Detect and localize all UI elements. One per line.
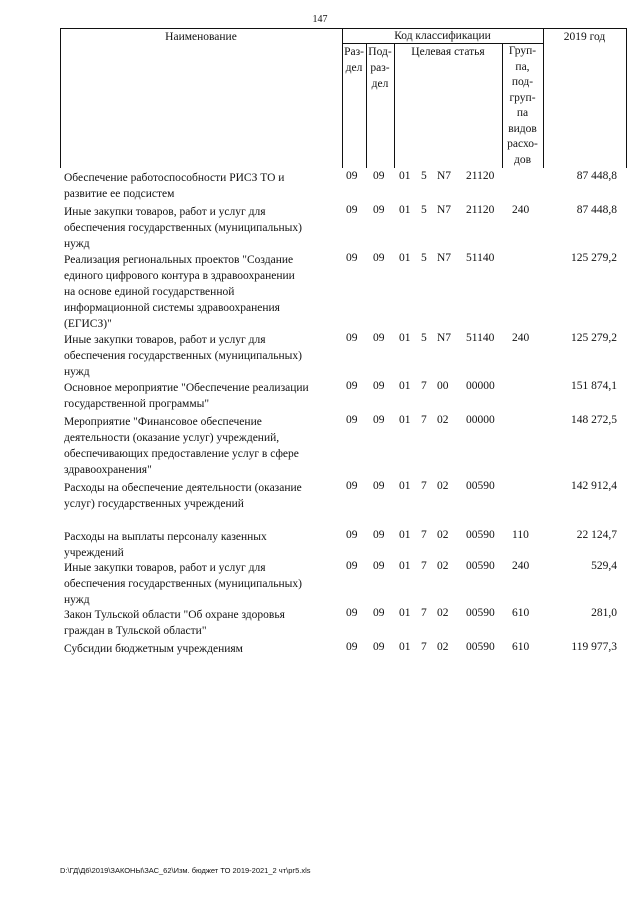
row-group: 610 (512, 641, 530, 653)
row-name: Иные закупки товаров, работ и услуг для обеспечения государственных (муниципальных) нужд (64, 562, 302, 606)
row-amount: 151 874,1 (571, 380, 617, 392)
row-amount: 281,0 (591, 607, 617, 619)
row-cs4: 51140 (466, 252, 495, 264)
row-name: Субсидии бюджетным учреждениям (64, 643, 243, 655)
row-cs2: 5 (421, 204, 427, 216)
row-razdel: 09 (346, 529, 358, 541)
row-razdel: 09 (346, 641, 358, 653)
row-cs4: 00590 (466, 641, 495, 653)
row-cs3: 02 (437, 560, 449, 572)
row-cs2: 7 (421, 607, 427, 619)
header-year: 2019 год (563, 31, 606, 43)
row-group: 240 (512, 560, 530, 572)
row-group: 610 (512, 607, 530, 619)
row-cs4: 00590 (466, 607, 495, 619)
row-cs4: 51140 (466, 332, 495, 344)
row-razdel: 09 (346, 414, 358, 426)
row-cs2: 5 (421, 332, 427, 344)
row-cs4: 00000 (466, 380, 495, 392)
row-cs3: N7 (437, 252, 452, 264)
row-cs1: 01 (399, 170, 411, 182)
row-name: Мероприятие "Финансовое обеспечение деятельности (оказание услуг) учреждений, обеспечивающих предоставление услуг в сфере здравоохранения" (64, 416, 299, 476)
row-podrazdel: 09 (373, 252, 385, 264)
row-amount: 119 977,3 (571, 641, 617, 653)
row-razdel: 09 (346, 380, 358, 392)
row-name: Закон Тульской области "Об охране здоровья граждан в Тульской области" (64, 609, 285, 637)
row-amount: 529,4 (591, 560, 617, 572)
row-cs3: 02 (437, 641, 449, 653)
row-razdel: 09 (346, 480, 358, 492)
row-cs4: 21120 (466, 204, 495, 216)
row-name: Расходы на выплаты персоналу казенных учреждений (64, 531, 267, 559)
row-cs2: 7 (421, 529, 427, 541)
row-razdel: 09 (346, 560, 358, 572)
header-divider-year (543, 28, 544, 168)
row-cs4: 00590 (466, 560, 495, 572)
header-name: Наименование (165, 31, 237, 43)
header-target: Целевая статья (411, 46, 485, 58)
row-group: 240 (512, 204, 530, 216)
row-razdel: 09 (346, 607, 358, 619)
row-podrazdel: 09 (373, 332, 385, 344)
row-podrazdel: 09 (373, 641, 385, 653)
header-section: Раз- дел (344, 46, 364, 74)
row-podrazdel: 09 (373, 170, 385, 182)
row-podrazdel: 09 (373, 607, 385, 619)
row-amount: 87 448,8 (576, 170, 617, 182)
row-podrazdel: 09 (373, 380, 385, 392)
row-name: Основное мероприятие "Обеспечение реализации государственной программы" (64, 382, 309, 410)
row-razdel: 09 (346, 332, 358, 344)
row-podrazdel: 09 (373, 204, 385, 216)
row-podrazdel: 09 (373, 480, 385, 492)
row-cs3: 00 (437, 380, 449, 392)
row-name: Иные закупки товаров, работ и услуг для обеспечения государственных (муниципальных) нужд (64, 334, 302, 378)
header-divider-subsection (394, 43, 395, 168)
row-cs2: 7 (421, 480, 427, 492)
row-cs1: 01 (399, 332, 411, 344)
row-podrazdel: 09 (373, 560, 385, 572)
row-name: Обеспечение работоспособности РИСЗ ТО и развитие ее подсистем (64, 172, 285, 200)
row-cs3: N7 (437, 204, 452, 216)
header-right-border (626, 28, 627, 168)
row-group: 240 (512, 332, 530, 344)
header-left-border (60, 28, 61, 168)
row-name: Расходы на обеспечение деятельности (оказание услуг) государственных учреждений (64, 482, 302, 510)
file-path-footer: D:\ГД\Д6\2019\ЗАКОНЫ\ЗАС_62\Изм. бюджет ТО 2019-2021_2 чт\рг5.xls (60, 866, 311, 875)
row-cs4: 21120 (466, 170, 495, 182)
row-cs2: 7 (421, 641, 427, 653)
row-razdel: 09 (346, 170, 358, 182)
row-cs3: 02 (437, 414, 449, 426)
header-group: Груп- па, под- груп- па видов расхо- дов (507, 45, 538, 166)
table-header (60, 28, 627, 168)
row-cs1: 01 (399, 380, 411, 392)
row-name: Иные закупки товаров, работ и услуг для обеспечения государственных (муниципальных) нужд (64, 206, 302, 250)
row-cs1: 01 (399, 641, 411, 653)
row-cs3: 02 (437, 607, 449, 619)
row-amount: 87 448,8 (576, 204, 617, 216)
row-razdel: 09 (346, 252, 358, 264)
row-cs2: 7 (421, 560, 427, 572)
row-cs2: 7 (421, 414, 427, 426)
row-cs1: 01 (399, 607, 411, 619)
row-cs3: 02 (437, 529, 449, 541)
row-cs3: N7 (437, 170, 452, 182)
row-amount: 148 272,5 (571, 414, 617, 426)
row-amount: 125 279,2 (571, 332, 617, 344)
row-amount: 125 279,2 (571, 252, 617, 264)
row-cs2: 5 (421, 170, 427, 182)
row-cs4: 00590 (466, 529, 495, 541)
row-cs1: 01 (399, 529, 411, 541)
row-group: 110 (512, 529, 529, 541)
row-cs4: 00590 (466, 480, 495, 492)
row-cs3: 02 (437, 480, 449, 492)
row-cs1: 01 (399, 204, 411, 216)
row-razdel: 09 (346, 204, 358, 216)
header-subsection: Под- раз- дел (368, 46, 392, 90)
row-amount: 142 912,4 (571, 480, 617, 492)
row-cs1: 01 (399, 414, 411, 426)
row-cs4: 00000 (466, 414, 495, 426)
row-name: Реализация региональных проектов "Создание единого цифрового контура в здравоохранении на основе единой государственной информационной системы здравоохранения (ЕГИСЗ)" (64, 254, 295, 330)
row-cs1: 01 (399, 560, 411, 572)
row-cs1: 01 (399, 252, 411, 264)
row-podrazdel: 09 (373, 529, 385, 541)
row-cs2: 7 (421, 380, 427, 392)
row-cs1: 01 (399, 480, 411, 492)
row-podrazdel: 09 (373, 414, 385, 426)
row-amount: 22 124,7 (576, 529, 617, 541)
header-classification: Код классификации (394, 30, 491, 42)
row-cs2: 5 (421, 252, 427, 264)
row-cs3: N7 (437, 332, 452, 344)
page-number: 147 (312, 14, 328, 25)
